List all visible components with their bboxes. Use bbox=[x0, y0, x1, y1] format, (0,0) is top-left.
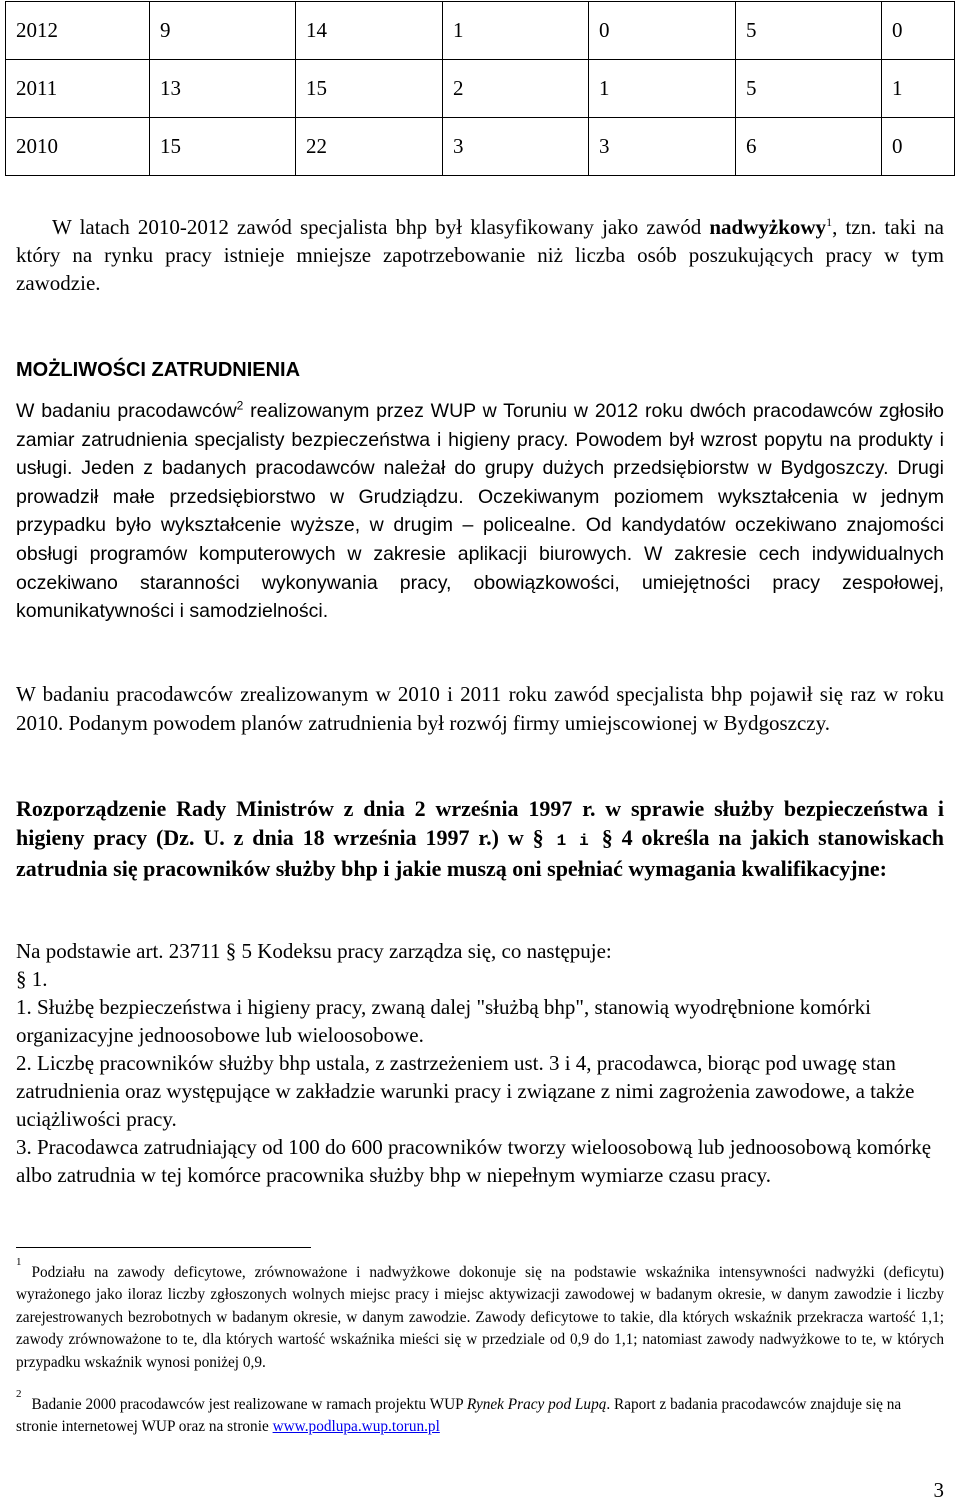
text-run: , tzn. taki na który na rynku pracy istnieje mniejsze zapotrzebowanie niż liczba osób poszukujących pracy w tym zawodzie. bbox=[16, 215, 945, 296]
section-line: § 1. bbox=[16, 967, 48, 991]
paragraph-previous-surveys: W badaniu pracodawców zrealizowanym w 2010 i 2011 roku zawód specjalista bhp pojawił się raz w roku 2010. Podanym powodem planów zatrudnienia był rozwój firmy umiejscowionej w Bydgoszczy. bbox=[16, 682, 944, 735]
table-cell: 3 bbox=[443, 118, 589, 176]
section-symbol: § bbox=[601, 824, 613, 850]
article-intro: Na podstawie art. 23711 § 5 Kodeksu pracy zarządza się, co następuje: bbox=[16, 939, 612, 963]
table-cell: 0 bbox=[589, 2, 736, 60]
article-item-1: 1. Służbę bezpieczeństwa i higieny pracy, zwaną dalej "służbą bhp", stanowią wyodrębnione komórki organizacyjne jednoosobowe lub wieloosobowe. bbox=[16, 995, 871, 1047]
footnote-marker: 1 bbox=[16, 1256, 22, 1268]
section-heading: MOŻLIWOŚCI ZATRUDNIENIA bbox=[16, 359, 301, 381]
table-row bbox=[6, 118, 955, 176]
table-cell: 5 bbox=[736, 2, 882, 60]
website-link[interactable]: www.podlupa.wup.torun.pl bbox=[272, 1418, 440, 1436]
footnote-1 bbox=[16, 1256, 944, 1374]
table-cell: 1 bbox=[589, 60, 736, 118]
page-number: 3 bbox=[933, 1478, 944, 1502]
footnote-text: . Raport z badania pracodawców znajduje się na stronie internetowej WUP oraz na stronie bbox=[16, 1396, 902, 1436]
table-cell: 2010 bbox=[6, 118, 150, 176]
table-cell: 5 bbox=[736, 60, 882, 118]
text-run: 4 określa na jakich stanowiskach zatrudnia się pracowników służby bhp i jakie muszą oni spełniać wymagania kwalifikacyjne: bbox=[16, 824, 944, 881]
bold-term: nadwyżkowy bbox=[709, 215, 827, 239]
table-row bbox=[6, 60, 955, 118]
table-cell: 22 bbox=[296, 118, 443, 176]
table-cell: 1 bbox=[882, 60, 955, 118]
text-run: 1 i bbox=[543, 831, 602, 850]
footnote-2 bbox=[16, 1388, 944, 1439]
table-cell: 0 bbox=[882, 118, 955, 176]
table-cell: 2 bbox=[443, 60, 589, 118]
table-cell: 6 bbox=[736, 118, 882, 176]
paragraph-classification bbox=[16, 213, 944, 298]
article-item-2: 2. Liczbę pracowników służby bhp ustala, z zastrzeżeniem ust. 3 i 4, pracodawca, biorąc pod uwagę stan zatrudnienia oraz występujące w zakładzie warunki pracy i związane z nimi zagrożenia zawodowe, a także uciążliwości pracy. bbox=[16, 1051, 915, 1131]
statistics-table-body bbox=[6, 2, 955, 176]
text-run: realizowanym przez WUP w Toruniu w 2012 roku dwóch pracodawców zgłosiło zamiar zatrudnienia specjalisty bezpieczeństwa i higieny pracy. Powodem był wzrost popytu na produkty i usługi. Jeden z badanych pracodawców należał do grupy dużych przedsiębiorstw w Bydgoszczy. Drugi prowadził małe przedsiębiorstwo w Grudziądzu. Oczekiwanym poziomem wykształcenia w jednym przypadku było wykształcenie wyższe, w drugim – policealne. Od kandydatów oczekiwano znajomości obsługi programów komputerowych w zakresie aplikacji biurowych. W zakresie cech indywidualnych oczekiwano staranności wykonywania pracy, obowiązkowości, umiejętności pracy zespołowej, komunikatywności i samodzielności. bbox=[16, 400, 944, 623]
project-name: Rynek Pracy pod Lupą bbox=[466, 1396, 607, 1413]
footnote-marker: 2 bbox=[16, 1388, 22, 1400]
paragraph-employer-survey bbox=[16, 397, 944, 626]
statistics-table bbox=[5, 1, 955, 176]
table-cell: 3 bbox=[589, 118, 736, 176]
text-run: W latach 2010-2012 zawód specjalista bhp był klasyfikowany jako zawód bbox=[52, 215, 710, 239]
table-row bbox=[6, 2, 955, 60]
footnote-text: Badanie 2000 pracodawców jest realizowane w ramach projektu WUP bbox=[31, 1396, 467, 1413]
footnote-ref-2: 2 bbox=[236, 398, 244, 413]
footnote-text: Podziału na zawody deficytowe, zrównoważone i nadwyżkowe dokonuje się na podstawie wskaźnika intensywności nadwyżki (deficytu) wyrażonego jako iloraz liczby zgłoszonych wolnych miejsc pracy i miejsc aktywizacji zawodowej w badanym okresie, w danym zawodzie i liczby zarejestrowanych bezrobotnych w badanym okresie, w danym zawodzie. Zawody deficytowe to takie, dla których wskaźnik przekracza wartość 1,1; zawody zrównoważone to te, dla których wartość wskaźnika mieści się w przedziale od 0,9 do 1,1; natomiast zawody nadwyżkowe to te, w których przypadku wskaźnik wynosi poniżej 0,9. bbox=[16, 1264, 944, 1371]
article-item-3: 3. Pracodawca zatrudniający od 100 do 600 pracowników tworzy wieloosobową lub jednoosobową komórkę albo zatrudnia w tej komórce pracownika służby bhp w niepełnym wymiarze czasu pracy. bbox=[16, 1135, 932, 1187]
text-run: W badaniu pracodawców bbox=[16, 400, 237, 422]
regulation-paragraph bbox=[16, 795, 944, 884]
table-cell: 14 bbox=[296, 2, 443, 60]
table-cell: 1 bbox=[443, 2, 589, 60]
footnote-ref-1: 1 bbox=[826, 215, 833, 229]
table-cell: 2011 bbox=[6, 60, 150, 118]
table-cell: 15 bbox=[296, 60, 443, 118]
text-run: Rozporządzenie Rady Ministrów z dnia 2 września 1997 r. w sprawie służby bezpieczeństwa i higieny pracy (Dz. U. z dnia 18 września 1997 r.) w bbox=[16, 796, 944, 850]
table-cell: 15 bbox=[150, 118, 296, 176]
table-cell: 2012 bbox=[6, 2, 150, 60]
section-symbol: § bbox=[532, 824, 544, 850]
table-cell: 13 bbox=[150, 60, 296, 118]
footnote-divider bbox=[16, 1247, 311, 1248]
table-cell: 0 bbox=[882, 2, 955, 60]
table-cell: 9 bbox=[150, 2, 296, 60]
